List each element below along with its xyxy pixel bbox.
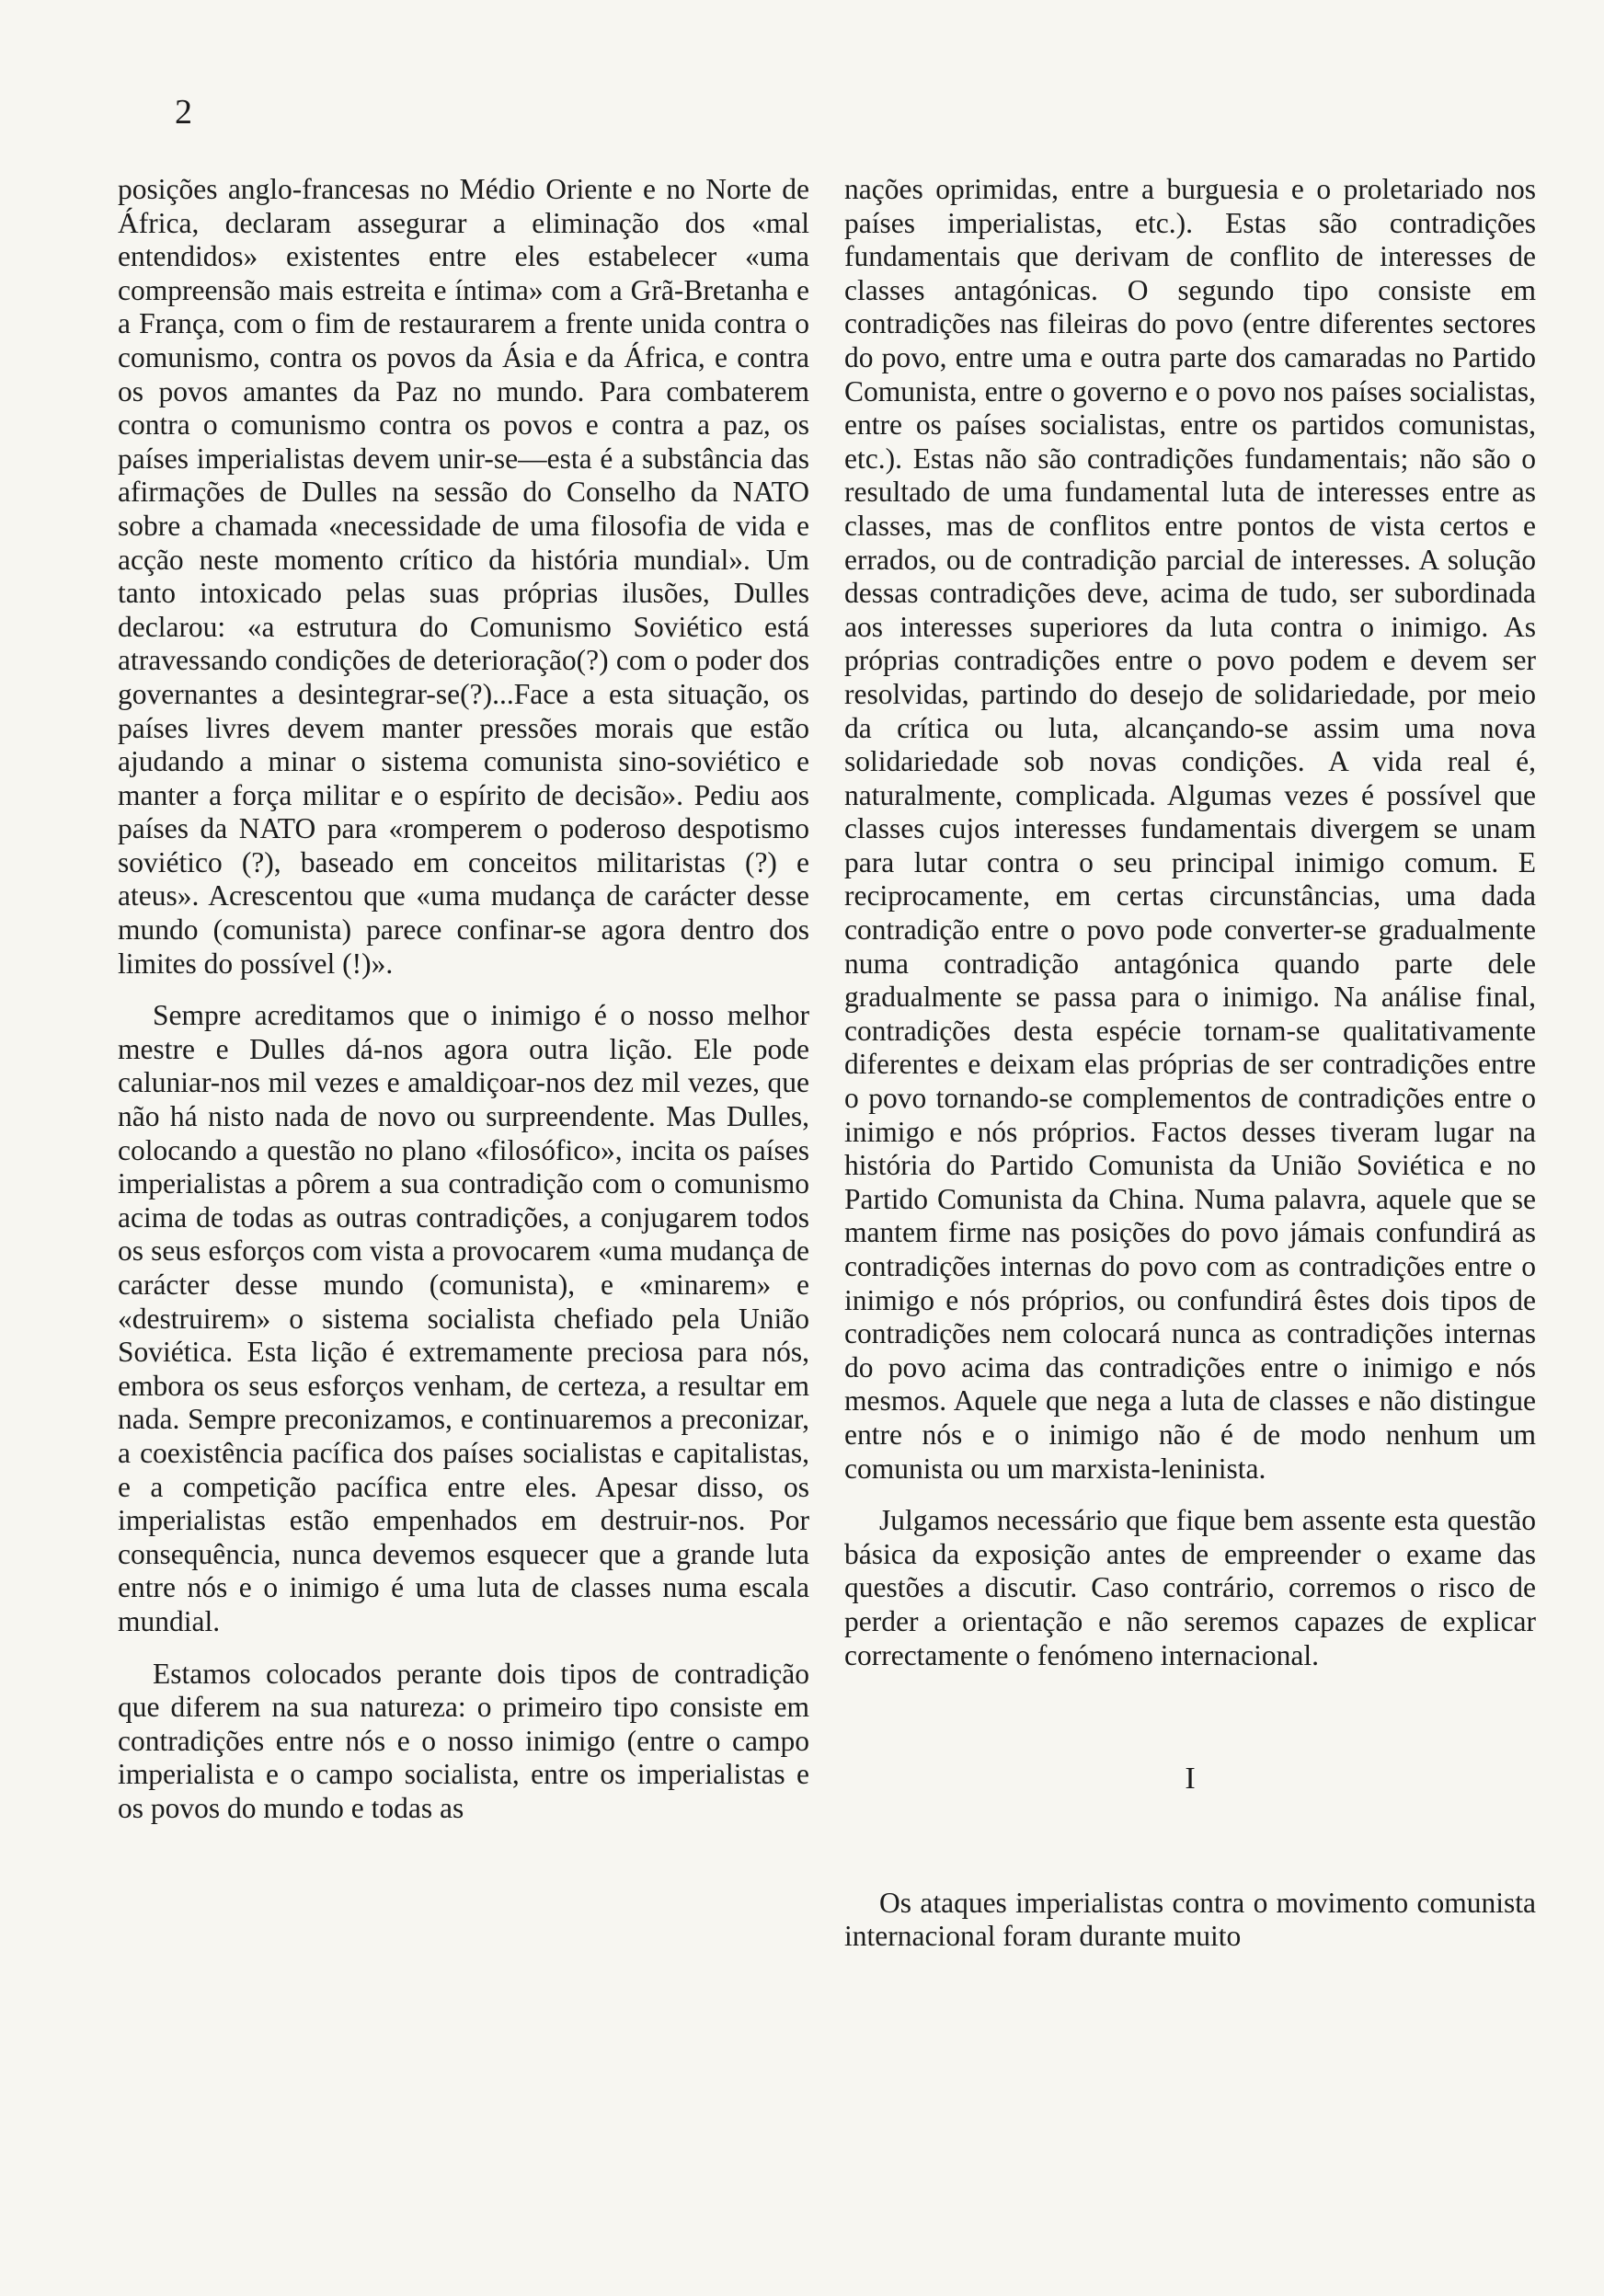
paragraph: Sempre acreditamos que o inimigo é o nosso melhor mestre e Dulles dá-nos agora outra lição. Ele pode caluniar-nos mil vezes e amaldiçoar-nos dez mil vezes, que não há nisto nada de novo ou surpreendente. Mas Dulles, colocando a questão no plano «filosófico», incita os países imperialistas a pôrem a sua contradição com o comunismo acima de todas as outras contradições, a conjugarem todos os seus esforços com vista a provocarem «uma mudança de carácter desse mundo (comunista), e «minarem» e «destruirem» o sistema socialista chefiado pela União Soviética. Esta lição é extremamente preciosa para nós, embora os seus esforços venham, de certeza, a resultar em nada. Sempre preconizamos, e continuaremos a preconizar, a coexistência pacífica dos países socialistas e capitalistas, e a competição pacífica entre eles. Apesar disso, os imperialistas estão empenhados em destruir-nos. Por consequência, nunca devemos esquecer que a grande luta entre nós e o inimigo é uma luta de classes numa escala mundial. <box>118 999 809 1637</box>
paragraph: nações oprimidas, entre a burguesia e o proletariado nos países imperialistas, etc.). Estas são contradições fundamentais que derivam de conflito de interesses de classes antagónicas. O segundo tipo consiste em contradições nas fileiras do povo (entre diferentes sectores do povo, entre uma e outra parte dos camaradas no Partido Comunista, entre o governo e o povo nos países socialistas, entre os países socialistas, entre os partidos comunistas, etc.). Estas não são contradições fundamentais; não são o resultado de uma fundamental luta de interesses entre as classes, mas de conflitos entre pontos de vista certos e errados, ou de contradição parcial de interesses. A solução dessas contradições deve, acima de tudo, ser subordinada aos interesses superiores da luta contra o inimigo. As próprias contradições entre o povo podem e devem ser resolvidas, partindo do desejo de solidariedade, por meio da crítica ou luta, alcançando-se assim uma nova solidariedade sob novas condições. A vida real é, naturalmente, complicada. Algumas vezes é possível que classes cujos interesses fundamentais divergem se unam para lutar contra o seu principal inimigo comum. E reciprocamente, em certas circunstâncias, uma dada contradição entre o povo pode converter-se gradualmente numa contradição antagónica quando parte dele gradualmente se passa para o inimigo. Na análise final, contradições desta espécie tornam-se qualitativamente diferentes e deixam elas próprias de ser contradições entre o povo tornando-se complementos de contradições entre o inimigo e nós próprios. Factos desses tiveram lugar na história do Partido Comunista da União Soviética e no Partido Comunista da China. Numa palavra, aquele que se mantem firme nas posições do povo jámais confundirá as contradições internas do povo com as contradições entre o inimigo e nós próprios, ou confundirá êstes dois tipos de contradições nem colocará nunca as contradições internas do povo acima das contradições entre o inimigo e nós mesmos. Aquele que nega a luta de classes e não distingue entre nós e o inimigo não é de modo nenhum um comunista ou um marxista-leninista. <box>844 173 1536 1485</box>
paragraph: Os ataques imperialistas contra o movimento comunista internacional foram durante muito <box>844 1886 1536 1953</box>
paragraph: Estamos colocados perante dois tipos de contradição que diferem na sua natureza: o primeiro tipo consiste em contradições entre nós e o nosso inimigo (entre o campo imperialista e o campo socialista, entre os imperialistas e os povos do mundo e todas as <box>118 1657 809 1824</box>
section-numeral: I <box>1185 1762 1196 1797</box>
page-number: 2 <box>175 93 192 132</box>
right-column <box>844 173 1536 1954</box>
paragraph: posições anglo-francesas no Médio Oriente e no Norte de África, declaram assegurar a eliminação dos «mal entendidos» existentes entre eles estabelecer «uma compreensão mais estreita e íntima» com a Grã-Bretanha e a França, com o fim de restaurarem a frente unida contra o comunismo, contra os povos da Ásia e da África, e contra os povos amantes da Paz no mundo. Para combaterem contra o comunismo contra os povos e contra a paz, os países imperialistas devem unir-se—esta é a substância das afirmações de Dulles na sessão do Conselho da NATO sobre a chamada «necessidade de uma filosofia de vida e acção neste momento crítico da história mundial». Um tanto intoxicado pelas suas próprias ilusões, Dulles declarou: «a estrutura do Comunismo Soviético está atravessando condições de deterioração(?) com o poder dos governantes a desintegrar-se(?)...Face a esta situação, os países livres devem manter pressões morais que estão ajudando a minar o sistema comunista sino-soviético e manter a força militar e o espírito de decisão». Pediu aos países da NATO para «romperem o poderoso despotismo soviético (?), baseado em conceitos militaristas (?) e ateus». Acrescentou que «uma mudança de carácter desse mundo (comunista) parece confinar-se agora dentro dos limites do possível (!)». <box>118 173 809 980</box>
left-column <box>118 173 809 1826</box>
paragraph: Julgamos necessário que fique bem assente esta questão básica da exposição antes de empreender o exame das questões a discutir. Caso contrário, corremos o risco de perder a orientação e não seremos capazes de explicar correctamente o fenómeno internacional. <box>844 1504 1536 1671</box>
